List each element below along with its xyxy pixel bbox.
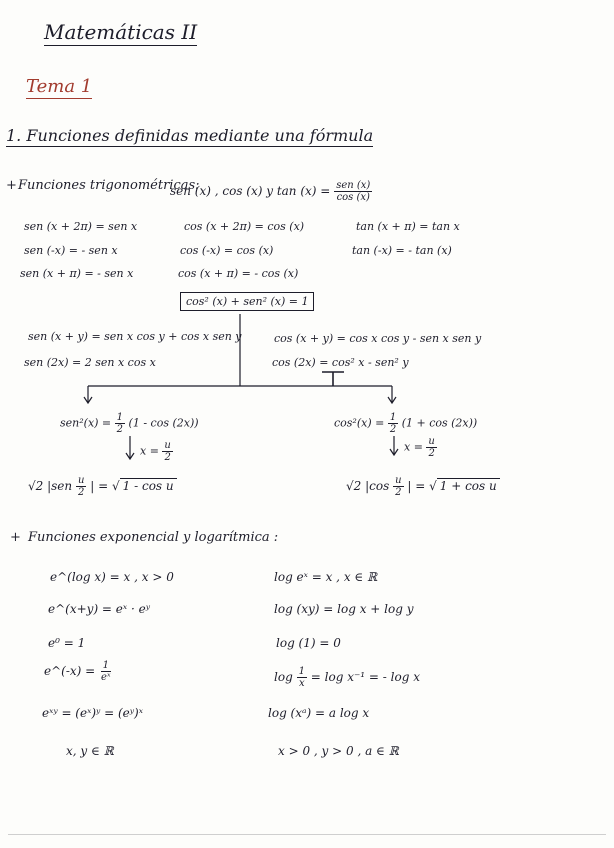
half-right-formula [334, 412, 477, 435]
exp-row4-frac-den: eˣ [101, 672, 111, 683]
trig-col3-row1: tan (x + π) = tan x [356, 220, 460, 233]
page-title [44, 20, 197, 44]
arrow-right-sub-head [390, 449, 398, 455]
half-left-result-sqrt: 1 - cos u [120, 478, 177, 493]
log-row4-frac-den: x [298, 678, 305, 689]
half-left-substitution [140, 440, 173, 463]
exp-row4-text: e^(-x) = [44, 664, 96, 678]
half-right-sub-den: 2 [428, 448, 435, 459]
trig-intro-text: sen (x) , cos (x) y tan (x) = [170, 184, 331, 198]
page-bottom-rule [8, 834, 606, 835]
sum-left-row1: sen (x + y) = sen x cos y + cos x sen y [28, 330, 242, 343]
half-left-formula [60, 412, 199, 435]
topic-title-text: Tema 1 [26, 76, 93, 97]
half-right-frac-num: 1 [389, 412, 397, 423]
half-left-result-num: u [77, 475, 85, 486]
trig-col1-row1: sen (x + 2π) = sen x [24, 220, 138, 233]
half-right-lhs: cos²(x) = [334, 416, 385, 430]
topic-title [26, 76, 92, 97]
section-title [6, 126, 373, 145]
tan-fraction-den: cos (x) [336, 192, 370, 203]
half-right-rhs: (1 + cos (2x)) [401, 416, 478, 430]
half-right-result-prefix: √2 |cos [346, 479, 390, 493]
exp-row3: e⁰ = 1 [48, 636, 86, 650]
trig-label: Funciones trigonométricas: [18, 178, 200, 193]
half-left-sub-text: x = [140, 444, 159, 458]
trig-col3-row2: tan (-x) = - tan (x) [352, 244, 452, 257]
branch-left-arrow [84, 397, 92, 403]
pythagorean-identity: cos² (x) + sen² (x) = 1 [180, 292, 314, 311]
sum-right-row2: cos (2x) = cos² x - sen² y [272, 356, 409, 369]
trig-intro [170, 180, 372, 203]
half-left-result-prefix: √2 |sen [28, 479, 73, 493]
half-right-result: √2 |cos $\frac{u}{2}$ | = √ 1 + cos u [346, 475, 500, 498]
half-left-result: √2 |sen $\frac{u}{2}$ | = √ 1 - cos u [28, 475, 177, 498]
log-row6: x > 0 , y > 0 , a ∈ ℝ [278, 744, 399, 758]
trig-col2-row2: cos (-x) = cos (x) [180, 244, 274, 257]
branch-right-arrow [388, 397, 396, 403]
half-left-result-fraction [76, 475, 86, 498]
exp-row4-fraction [99, 660, 112, 683]
half-right-result-sqrt: 1 + cos u [437, 478, 500, 493]
log-row4-text: log [274, 670, 293, 684]
half-right-substitution [404, 436, 437, 459]
half-right-result-mid: | = [407, 479, 426, 493]
log-row4 [274, 666, 420, 689]
exp-row5: eˣʸ = (eˣ)ʸ = (eʸ)ˣ [42, 706, 143, 720]
exp-row1: e^(log x) = x , x > 0 [50, 570, 174, 584]
page-title-text: Matemáticas II [44, 20, 198, 44]
log-row1: log eˣ = x , x ∈ ℝ [274, 570, 378, 584]
trig-col2-row3: cos (x + π) = - cos (x) [178, 267, 299, 280]
exp-row4-frac-num: 1 [102, 660, 109, 671]
exp-row6: x, y ∈ ℝ [66, 744, 114, 758]
half-right-sub-fraction [426, 436, 436, 459]
sum-right-row1: cos (x + y) = cos x cos y - sen x sen y [274, 332, 482, 345]
exp-row2: e^(x+y) = eˣ · eʸ [48, 602, 150, 616]
explog-label: Funciones exponencial y logarítmica : [28, 530, 279, 545]
half-left-fraction [115, 412, 125, 435]
trig-col2-row1: cos (x + 2π) = cos (x) [184, 220, 305, 233]
trig-bullet: + [6, 178, 17, 193]
half-left-frac-den: 2 [116, 424, 124, 435]
half-left-result-den: 2 [78, 487, 85, 498]
log-row3: log (1) = 0 [276, 636, 341, 650]
half-right-result-den: 2 [395, 487, 402, 498]
half-right-sub-num: u [428, 436, 435, 447]
exp-row4 [44, 660, 113, 683]
half-left-sub-num: u [164, 440, 171, 451]
half-right-result-fraction [393, 475, 403, 498]
tan-fraction [334, 180, 372, 203]
arrow-left-sub-head [126, 453, 134, 459]
half-left-sub-fraction [162, 440, 172, 463]
half-right-frac-den: 2 [389, 424, 397, 435]
half-right-fraction [388, 412, 398, 435]
half-left-sub-den: 2 [164, 452, 171, 463]
log-row2: log (xy) = log x + log y [274, 602, 414, 616]
explog-bullet: + [10, 530, 21, 545]
trig-col1-row3: sen (x + π) = - sen x [20, 267, 134, 280]
sum-left-row2: sen (2x) = 2 sen x cos x [24, 356, 156, 369]
log-row4-fraction [297, 666, 307, 689]
half-left-lhs: sen²(x) = [60, 416, 112, 430]
half-left-rhs: (1 - cos (2x)) [128, 416, 199, 430]
trig-col1-row2: sen (-x) = - sen x [24, 244, 118, 257]
tan-fraction-num: sen (x) [336, 180, 371, 191]
log-row4-tail: = log x⁻¹ = - log x [310, 670, 420, 684]
log-row4-frac-num: 1 [298, 666, 305, 677]
half-right-result-num: u [395, 475, 402, 486]
log-row5: log (xᵃ) = a log x [268, 706, 370, 720]
section-title-text: 1. Funciones definidas mediante una fórmula [6, 126, 374, 145]
half-left-frac-num: 1 [116, 412, 124, 423]
half-left-result-mid: | = [90, 479, 109, 493]
half-right-sub-text: x = [404, 440, 423, 454]
